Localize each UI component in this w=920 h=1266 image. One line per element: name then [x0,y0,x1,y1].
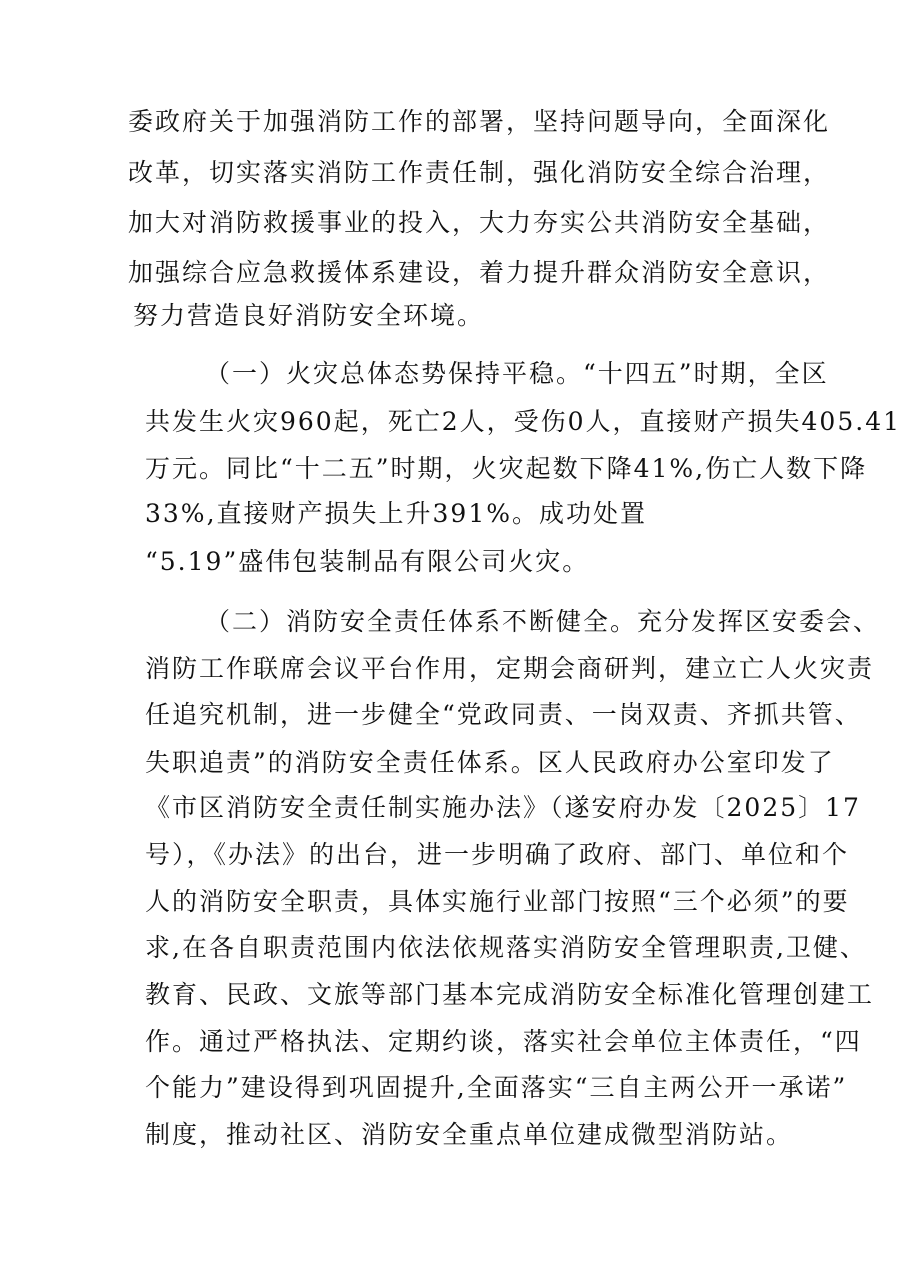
section1-line: 共发生火灾960起，死亡2人，受伤0人，直接财产损失405.41 [145,407,902,436]
paragraph1-line: 改革，切实落实消防工作责任制，强化消防安全综合治理， [128,158,831,187]
section1-line: “5.19”盛伟包装制品有限公司火灾。 [145,547,590,576]
paragraph1-line: 加强综合应急救援体系建设，着力提升群众消防安全意识， [128,258,831,287]
section2-line: 个能力”建设得到巩固提升,全面落实“三自主两公开一承诺” [145,1073,848,1102]
section1-line: 万元。同比“十二五”时期，火灾起数下降41%,伤亡人数下降 [145,454,868,483]
section2-line: 教育、民政、文旅等部门基本完成消防安全标准化管理创建工 [145,980,875,1009]
section2-line: 任追究机制，进一步健全“党政同责、一岗双责、齐抓共管、 [145,700,862,729]
section1-line: 33%,直接财产损失上升391%。成功处置 [145,499,647,528]
section1-heading-line: （一）火灾总体态势保持平稳。“十四五”时期，全区 [205,359,829,388]
paragraph1-line: 努力营造良好消防安全环境。 [133,301,485,330]
paragraph1-line: 委政府关于加强消防工作的部署，坚持问题导向，全面深化 [128,107,831,136]
paragraph1-line: 加大对消防救援事业的投入，大力夯实公共消防安全基础， [128,208,831,237]
section2-heading-line: （二）消防安全责任体系不断健全。充分发挥区安委会、 [205,607,881,636]
section2-line: 号），《办法》的出台，进一步明确了政府、部门、单位和个 [145,840,850,869]
section2-line: 消防工作联席会议平台作用，定期会商研判，建立亡人火灾责 [145,654,875,683]
section2-line: 人的消防安全职责，具体实施行业部门按照“三个必须”的要 [145,887,850,916]
section2-line: 作。通过严格执法、定期约谈，落实社会单位主体责任，“四 [145,1027,862,1056]
section2-line: 《市区消防安全责任制实施办法》（遂安府办发〔2025〕17 [145,793,861,822]
section2-line: 制度，推动社区、消防安全重点单位建成微型消防站。 [145,1120,794,1149]
section2-line: 失职追责”的消防安全责任体系。区人民政府办公室印发了 [145,748,835,777]
section2-line: 求,在各自职责范围内依法依规落实消防安全管理职责,卫健、 [145,933,867,962]
